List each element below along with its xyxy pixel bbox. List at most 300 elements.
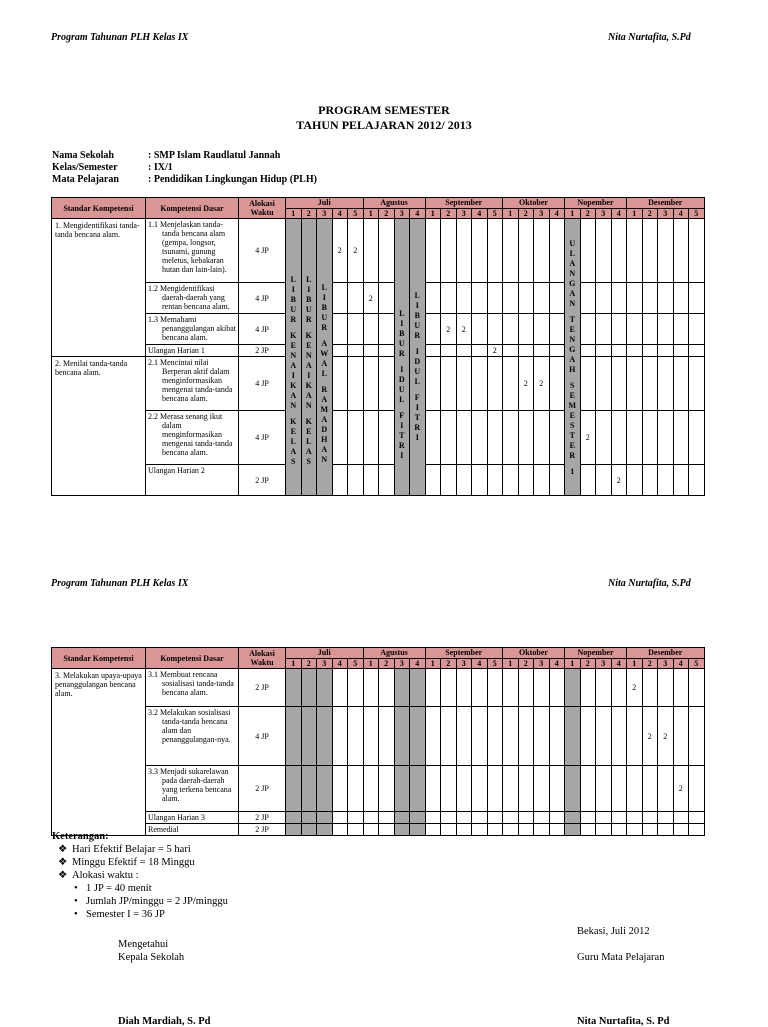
week-cell (332, 812, 348, 824)
week-cell (549, 707, 565, 766)
week-cell (472, 812, 488, 824)
week-cell (301, 219, 317, 496)
week-cell (596, 824, 612, 836)
week-cell (472, 219, 488, 283)
header-month: Oktober (503, 648, 565, 659)
week-cell (379, 812, 395, 824)
week-cell (286, 707, 302, 766)
week-cell: 2 (332, 219, 348, 283)
week-cell (580, 824, 596, 836)
week-cell (518, 669, 534, 707)
week-cell (642, 411, 658, 465)
sk-cell: 3. Melakukan upaya-upaya penanggulangan bencana alam. (52, 669, 146, 836)
week-cell (363, 766, 379, 812)
header-week: 4 (410, 658, 426, 669)
vertical-label-char: N (321, 455, 328, 464)
week-cell (658, 669, 674, 707)
week-cell (487, 411, 503, 465)
week-cell (379, 669, 395, 707)
vertical-label-char: N (569, 269, 576, 278)
week-cell (332, 283, 348, 314)
week-cell (689, 669, 705, 707)
week-cell (689, 766, 705, 812)
jp-cell: 2 JP (239, 766, 286, 812)
week-cell (518, 314, 534, 345)
vertical-label-char: N (305, 401, 312, 410)
vertical-label-char: K (305, 381, 312, 390)
week-cell (456, 283, 472, 314)
vertical-label-char: B (399, 329, 405, 338)
week-cell (487, 465, 503, 496)
header-week: 5 (689, 658, 705, 669)
header-month: September (425, 198, 503, 209)
week-cell (425, 465, 441, 496)
week-cell (627, 345, 643, 357)
kd-cell (146, 357, 239, 411)
week-cell (425, 411, 441, 465)
kd-cell (146, 465, 239, 496)
week-cell (487, 219, 503, 283)
signature-right-name: Nita Nurtafita, S. Pd (577, 1016, 670, 1027)
page-subtitle: TAHUN PELAJARAN 2012/ 2013 (296, 118, 472, 132)
week-cell: 2 (611, 465, 627, 496)
page-title: PROGRAM SEMESTER (318, 103, 450, 117)
week-cell: 2 (627, 669, 643, 707)
header-week: 1 (627, 208, 643, 219)
header-week: 1 (363, 208, 379, 219)
week-cell (441, 812, 457, 824)
week-cell (503, 219, 519, 283)
week-cell (487, 669, 503, 707)
week-cell (518, 283, 534, 314)
week-cell (689, 812, 705, 824)
week-cell (348, 465, 364, 496)
week-cell (286, 812, 302, 824)
vertical-label-char: M (568, 401, 577, 410)
week-cell (565, 824, 581, 836)
vertical-label-char: A (321, 339, 328, 348)
week-cell (379, 465, 395, 496)
week-cell (518, 824, 534, 836)
vertical-label (410, 271, 425, 443)
vertical-label-char: L (414, 377, 420, 386)
week-cell (611, 345, 627, 357)
diamond-bullet-icon: ❖ (58, 870, 68, 881)
kd-text: 2.1 Mencintai nilai Berperan aktif dalam menginformasikan mengenai tanda-tanda bencana alam. (148, 358, 233, 403)
week-cell (348, 669, 364, 707)
kd-cell (146, 345, 239, 357)
header-month: Agustus (363, 648, 425, 659)
week-cell (611, 357, 627, 411)
week-cell (425, 345, 441, 357)
week-cell (565, 812, 581, 824)
week-cell (689, 357, 705, 411)
week-cell (456, 411, 472, 465)
week-cell (549, 283, 565, 314)
kd-text: 1.3 Memahami penanggulangan akibat bencana alam. (148, 315, 236, 342)
vertical-label-char: S (291, 457, 296, 466)
week-cell (332, 411, 348, 465)
week-cell (332, 824, 348, 836)
header-week: 3 (394, 658, 410, 669)
week-cell (565, 766, 581, 812)
week-cell (472, 411, 488, 465)
header-doc-title-2: Program Tahunan PLH Kelas IX (51, 578, 189, 589)
vertical-label-char: B (321, 303, 327, 312)
header-kompetensi-dasar: Kompetensi Dasar (146, 198, 239, 219)
vertical-label-char: N (569, 299, 576, 308)
vertical-label-char: K (290, 381, 297, 390)
jp-cell: 2 JP (239, 812, 286, 824)
week-cell (441, 824, 457, 836)
week-cell (627, 219, 643, 283)
header-week: 1 (286, 658, 302, 669)
week-cell: 2 (348, 219, 364, 283)
week-cell (534, 283, 550, 314)
week-cell (456, 219, 472, 283)
week-cell: 2 (456, 314, 472, 345)
table-row (52, 314, 705, 345)
week-cell (673, 669, 689, 707)
vertical-label-char: A (290, 447, 297, 456)
week-cell (456, 465, 472, 496)
kd-cell (146, 314, 239, 345)
vertical-label-char: U (398, 385, 405, 394)
header-week: 3 (456, 208, 472, 219)
signature-right-date: Bekasi, Juli 2012 (577, 926, 650, 937)
week-cell (673, 314, 689, 345)
signature-right (577, 925, 664, 964)
vertical-label-char: I (400, 451, 404, 460)
kd-cell (146, 669, 239, 707)
week-cell: 2 (487, 345, 503, 357)
schedule-table-2 (51, 647, 705, 836)
header-week: 4 (673, 208, 689, 219)
header-month: September (425, 648, 503, 659)
header-alokasi-waktu: Alokasi Waktu (239, 648, 286, 669)
week-cell (394, 707, 410, 766)
week-cell (348, 283, 364, 314)
table-row (52, 411, 705, 465)
header-week: 1 (503, 658, 519, 669)
week-cell: 2 (642, 707, 658, 766)
vertical-label-char: I (415, 347, 419, 356)
notes-item (52, 869, 228, 882)
vertical-label (286, 247, 301, 467)
table-row (52, 812, 705, 824)
vertical-label-char: E (290, 427, 296, 436)
vertical-label-char: B (414, 311, 420, 320)
vertical-label-char: A (290, 391, 297, 400)
header-week: 3 (456, 658, 472, 669)
header-week: 4 (332, 208, 348, 219)
week-cell (580, 707, 596, 766)
week-cell (673, 824, 689, 836)
week-cell (673, 345, 689, 357)
week-cell (441, 465, 457, 496)
vertical-label-char: N (290, 401, 297, 410)
week-cell (611, 314, 627, 345)
week-cell (456, 824, 472, 836)
vertical-label-char: K (290, 331, 297, 340)
vertical-label-char: U (569, 239, 576, 248)
week-cell (549, 314, 565, 345)
header-week: 2 (441, 658, 457, 669)
week-cell (379, 283, 395, 314)
week-cell (425, 314, 441, 345)
vertical-label-char: A (305, 391, 312, 400)
week-cell (503, 357, 519, 411)
vertical-label-char: L (399, 309, 405, 318)
kd-text: Ulangan Harian 2 (148, 466, 205, 475)
week-cell (642, 345, 658, 357)
week-cell (487, 357, 503, 411)
header-week: 4 (410, 208, 426, 219)
week-cell (332, 766, 348, 812)
signature-left-name: Diah Mardiah, S. Pd (118, 1016, 211, 1027)
table-row (52, 766, 705, 812)
week-cell (456, 766, 472, 812)
vertical-label-char: M (320, 405, 329, 414)
vertical-label-char: R (414, 423, 421, 432)
week-cell (317, 766, 333, 812)
vertical-label (395, 253, 410, 461)
vertical-label-char: R (398, 349, 405, 358)
kd-cell (146, 219, 239, 283)
week-cell (472, 314, 488, 345)
week-cell (580, 219, 596, 283)
week-cell (441, 283, 457, 314)
week-cell (410, 669, 426, 707)
header-week: 1 (425, 208, 441, 219)
week-cell (379, 707, 395, 766)
week-cell (596, 766, 612, 812)
week-cell: 2 (673, 766, 689, 812)
week-cell (549, 411, 565, 465)
header-week: 3 (596, 208, 612, 219)
jp-cell: 4 JP (239, 411, 286, 465)
table-row (52, 669, 705, 707)
header-month: Nopember (565, 198, 627, 209)
week-cell (472, 707, 488, 766)
vertical-label-char: K (290, 417, 297, 426)
week-cell (580, 314, 596, 345)
week-cell (518, 766, 534, 812)
header-week: 3 (658, 208, 674, 219)
header-week: 3 (534, 658, 550, 669)
vertical-label-char: L (399, 395, 405, 404)
week-cell (689, 707, 705, 766)
diamond-bullet-icon: ❖ (58, 857, 68, 868)
header-doc-title: Program Tahunan PLH Kelas IX (51, 32, 189, 43)
week-cell (472, 669, 488, 707)
week-cell (642, 465, 658, 496)
week-cell (518, 411, 534, 465)
week-cell (689, 219, 705, 283)
week-cell (348, 314, 364, 345)
vertical-label-char: R (321, 385, 328, 394)
week-cell (596, 345, 612, 357)
notes (52, 830, 228, 921)
week-cell (627, 707, 643, 766)
vertical-label-char: W (320, 349, 329, 358)
week-cell (332, 465, 348, 496)
week-cell (673, 707, 689, 766)
kd-text: 1.1 Menjelaskan tanda-tanda bencana alam (gempa, longsor, tsunami, gunung meletus, kebakaran hutan dan lain-lain). (148, 220, 227, 274)
header-standar-kompetensi: Standar Kompetensi (52, 648, 146, 669)
header-week: 2 (518, 208, 534, 219)
week-cell (673, 283, 689, 314)
vertical-label-char: B (290, 295, 296, 304)
vertical-label-char: B (306, 295, 312, 304)
notes-subitem-text: Jumlah JP/minggu = 2 JP/minggu (86, 896, 228, 907)
header-week: 2 (518, 658, 534, 669)
header-row (52, 648, 705, 659)
vertical-label-char: I (415, 403, 419, 412)
vertical-label-char: K (305, 417, 312, 426)
week-cell (456, 707, 472, 766)
week-cell (317, 669, 333, 707)
week-cell (565, 219, 581, 496)
week-cell (673, 812, 689, 824)
week-cell (379, 411, 395, 465)
week-cell (503, 669, 519, 707)
week-cell (472, 824, 488, 836)
vertical-label-char: R (290, 315, 297, 324)
week-cell (410, 824, 426, 836)
week-cell (425, 766, 441, 812)
week-cell (286, 766, 302, 812)
header-month: Agustus (363, 198, 425, 209)
vertical-label-char: S (570, 381, 575, 390)
week-cell (425, 812, 441, 824)
kd-text: Remedial (148, 825, 179, 834)
kd-text: 3.1 Membuat rencana sosialisasi tanda-tanda bencana alam. (148, 670, 234, 697)
week-cell (596, 283, 612, 314)
week-cell (658, 345, 674, 357)
vertical-label-char: A (290, 361, 297, 370)
table-row (52, 219, 705, 283)
week-cell (642, 283, 658, 314)
week-cell (658, 314, 674, 345)
week-cell (611, 812, 627, 824)
week-cell (503, 411, 519, 465)
vertical-label-char: R (414, 331, 421, 340)
week-cell (363, 219, 379, 283)
week-cell (534, 314, 550, 345)
week-cell (565, 707, 581, 766)
week-cell (363, 465, 379, 496)
vertical-label-char: I (307, 371, 311, 380)
week-cell (658, 824, 674, 836)
week-cell (317, 824, 333, 836)
header-week: 2 (379, 658, 395, 669)
notes-subitem-text: 1 JP = 40 menit (86, 883, 152, 894)
vertical-label-char: I (291, 371, 295, 380)
header-week: 4 (472, 658, 488, 669)
header-standar-kompetensi: Standar Kompetensi (52, 198, 146, 219)
week-cell (441, 345, 457, 357)
vertical-label-char: F (414, 393, 420, 402)
week-cell (534, 669, 550, 707)
header-week: 1 (425, 658, 441, 669)
vertical-label-char: E (569, 411, 575, 420)
header-month: Juli (286, 198, 364, 209)
signature-right-role: Guru Mata Pelajaran (577, 952, 665, 963)
week-cell (503, 345, 519, 357)
jp-cell: 4 JP (239, 357, 286, 411)
week-cell (503, 283, 519, 314)
table-row (52, 283, 705, 314)
notes-item-text: Hari Efektif Belajar = 5 hari (72, 844, 191, 855)
week-cell (379, 345, 395, 357)
header-week: 1 (503, 208, 519, 219)
notes-subitem-text: Semester I = 36 JP (86, 909, 165, 920)
week-cell (301, 669, 317, 707)
week-cell (549, 357, 565, 411)
week-cell (673, 357, 689, 411)
vertical-label-char: A (305, 447, 312, 456)
info-value: : IX/1 (148, 162, 173, 173)
header-week: 4 (472, 208, 488, 219)
week-cell (503, 707, 519, 766)
week-cell (317, 219, 333, 496)
week-cell (286, 824, 302, 836)
vertical-label-char: H (321, 435, 328, 444)
week-cell (580, 465, 596, 496)
week-cell (534, 345, 550, 357)
signature-left-role: Kepala Sekolah (118, 952, 185, 963)
week-cell (658, 411, 674, 465)
vertical-label-char: N (569, 335, 576, 344)
vertical-label-char: T (399, 431, 405, 440)
vertical-label-char: H (569, 365, 576, 374)
header-week: 3 (394, 208, 410, 219)
header-week: 5 (487, 658, 503, 669)
week-cell (596, 219, 612, 283)
week-cell (487, 707, 503, 766)
header-week: 3 (534, 208, 550, 219)
vertical-label-char: R (569, 451, 576, 460)
week-cell (580, 812, 596, 824)
week-cell (611, 411, 627, 465)
vertical-label-char: L (290, 437, 296, 446)
header-week: 5 (689, 208, 705, 219)
week-cell (441, 219, 457, 283)
header-week: 2 (301, 658, 317, 669)
header-week: 4 (332, 658, 348, 669)
vertical-label-char: R (398, 441, 405, 450)
week-cell (673, 219, 689, 283)
week-cell (472, 357, 488, 411)
vertical-label-char: U (305, 305, 312, 314)
week-cell (642, 357, 658, 411)
week-cell: 2 (580, 411, 596, 465)
jp-cell: 2 JP (239, 465, 286, 496)
week-cell (518, 812, 534, 824)
week-cell (658, 465, 674, 496)
week-cell (441, 669, 457, 707)
week-cell (425, 357, 441, 411)
week-cell (348, 824, 364, 836)
week-cell (549, 824, 565, 836)
kd-text: 3.3 Menjadi sukarelawan pada daerah-daerah yang terkena bencana alam. (148, 767, 232, 803)
notes-item (52, 856, 228, 869)
week-cell (534, 824, 550, 836)
week-cell (441, 411, 457, 465)
vertical-label-char: I (415, 301, 419, 310)
week-cell (317, 707, 333, 766)
